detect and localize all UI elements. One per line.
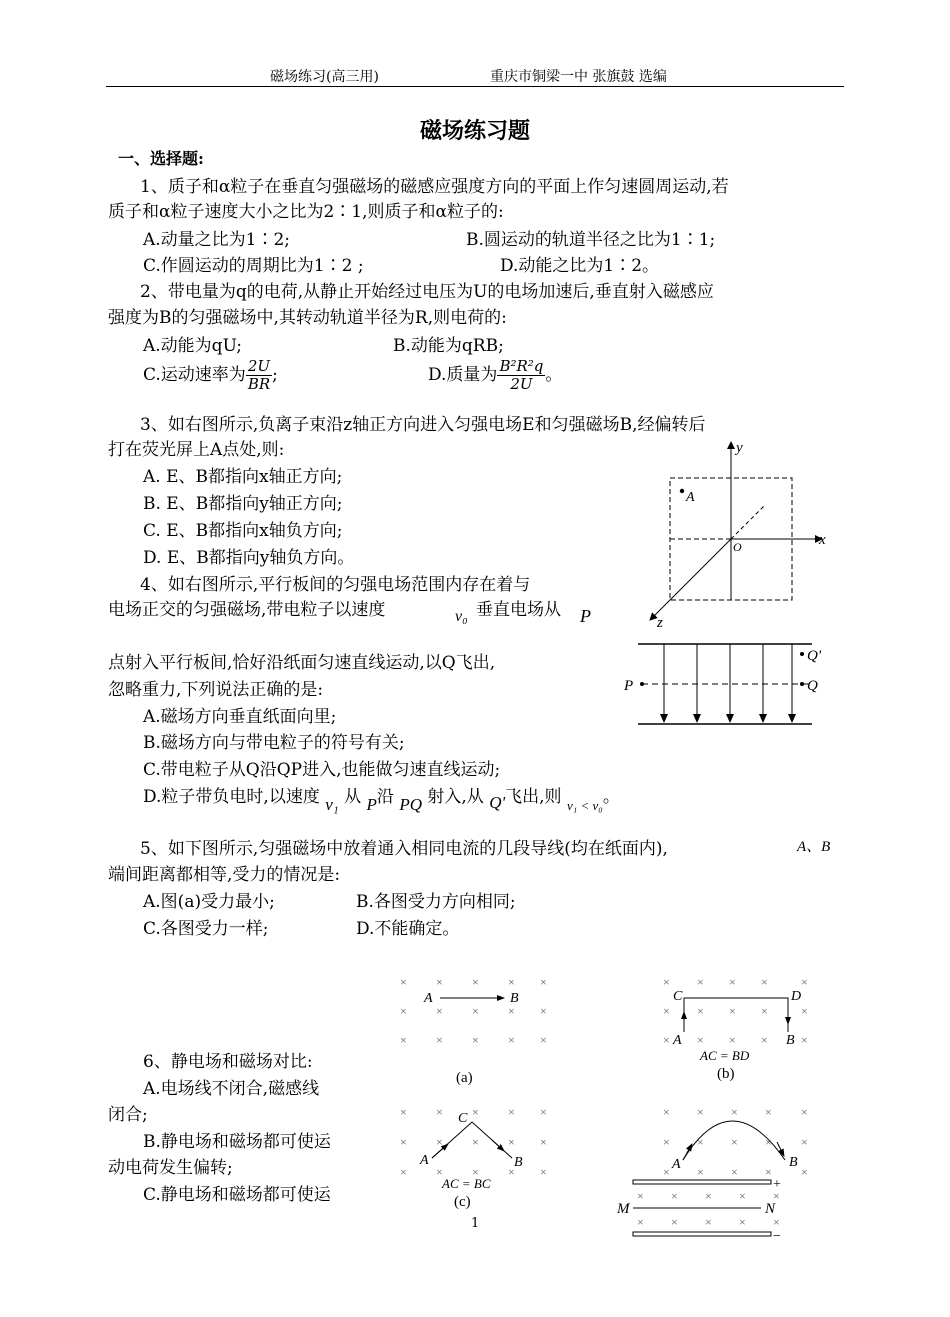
svg-text:×: × bbox=[508, 1004, 515, 1018]
svg-text:×: × bbox=[729, 1033, 736, 1047]
q2-c-den: BR bbox=[247, 375, 271, 393]
svg-text:×: × bbox=[761, 1004, 768, 1018]
fig-d-label-n: N bbox=[765, 1201, 776, 1217]
page-title: 磁场练习题 bbox=[419, 118, 530, 144]
label-a: A bbox=[686, 490, 695, 505]
svg-text:×: × bbox=[663, 1033, 670, 1047]
q1-option-b: B.圆运动的轨道半径之比为1∶1; bbox=[466, 230, 716, 250]
q5-ab: A、B bbox=[797, 839, 831, 855]
label-y: y bbox=[736, 440, 743, 456]
svg-text:×: × bbox=[671, 1189, 678, 1203]
svg-text:×: × bbox=[436, 1135, 443, 1149]
svg-text:×: × bbox=[739, 1189, 746, 1203]
svg-text:×: × bbox=[472, 1135, 479, 1149]
fig-d-label-a: A bbox=[672, 1157, 681, 1172]
q4-option-b: B.磁场方向与带电粒子的符号有关; bbox=[143, 733, 405, 753]
q4-d-f: 。 bbox=[602, 787, 620, 807]
fig-c-label-c: C bbox=[458, 1111, 468, 1126]
q5-line1: 5、如下图所示,匀强磁场中放着通入相同电流的几段导线(均在纸面内), bbox=[140, 839, 668, 859]
z-axis-dashed bbox=[731, 505, 765, 539]
svg-text:×: × bbox=[540, 1165, 547, 1179]
svg-text:×: × bbox=[729, 975, 736, 989]
q4-d-b: 从 bbox=[344, 787, 362, 807]
svg-text:×: × bbox=[739, 1215, 746, 1229]
figure-d bbox=[615, 1100, 825, 1250]
q2-c-post: ; bbox=[272, 365, 278, 385]
fig-b-label-d: D bbox=[791, 989, 802, 1004]
fig-b-caption: (b) bbox=[717, 1066, 735, 1082]
q4-d-q: Q' bbox=[489, 793, 506, 812]
q3-option-c: C. E、B都指向x轴负方向; bbox=[143, 521, 343, 541]
q4-d-v1: v₁ bbox=[325, 795, 339, 814]
svg-text:×: × bbox=[472, 975, 479, 989]
label-z: z bbox=[657, 615, 663, 631]
field-crosses-d bbox=[637, 1105, 808, 1229]
svg-text:×: × bbox=[472, 1105, 479, 1119]
q4-plates-figure bbox=[620, 636, 840, 732]
fig-label-qp: Q' bbox=[807, 648, 822, 664]
figure-b bbox=[655, 968, 820, 1093]
fig-c-label-a: A bbox=[420, 1153, 429, 1168]
q6-line1: 6、静电场和磁场对比: bbox=[143, 1052, 313, 1072]
q4-d-pq: PQ bbox=[399, 795, 422, 814]
q4-d-ineq: v₁ < v₀ bbox=[566, 798, 603, 813]
q3-axes-figure bbox=[630, 432, 840, 632]
q1-option-d: D.动能之比为1∶2。 bbox=[500, 256, 660, 276]
svg-text:×: × bbox=[731, 1165, 738, 1179]
svg-text:×: × bbox=[705, 1189, 712, 1203]
q4-line2a: 电场正交的匀强磁场,带电粒子以速度 bbox=[108, 600, 386, 620]
svg-text:×: × bbox=[508, 1033, 515, 1047]
fig-c-caption: (c) bbox=[454, 1194, 471, 1210]
q6-a2: 闭合; bbox=[108, 1105, 148, 1125]
q5-option-c: C.各图受力一样; bbox=[143, 919, 269, 939]
q2-option-b: B.动能为qRB; bbox=[393, 336, 504, 356]
figure-a bbox=[392, 968, 562, 1093]
point-a bbox=[680, 489, 684, 493]
page-number: 1 bbox=[471, 1216, 480, 1231]
svg-text:×: × bbox=[472, 1004, 479, 1018]
svg-text:×: × bbox=[663, 1105, 670, 1119]
fig-a-label-a: A bbox=[424, 991, 433, 1006]
q2-d-pre: D.质量为 bbox=[428, 365, 498, 385]
svg-text:×: × bbox=[540, 1135, 547, 1149]
svg-text:×: × bbox=[765, 1135, 772, 1149]
q4-d-e: 飞出,则 bbox=[505, 787, 562, 807]
q6-c1: C.静电场和磁场都可使运 bbox=[143, 1185, 331, 1205]
fig-c-eq: AC = BC bbox=[442, 1176, 491, 1191]
q2-line1: 2、带电量为q的电荷,从静止开始经过电压为U的电场加速后,垂直射入磁感应 bbox=[140, 282, 714, 302]
svg-text:×: × bbox=[637, 1215, 644, 1229]
svg-text:×: × bbox=[400, 1105, 407, 1119]
q4-line2b: 垂直电场从 bbox=[476, 600, 561, 620]
svg-text:×: × bbox=[400, 1135, 407, 1149]
svg-text:×: × bbox=[697, 1165, 704, 1179]
svg-text:×: × bbox=[729, 1004, 736, 1018]
q2-d-fraction bbox=[497, 358, 545, 393]
field-lines bbox=[664, 644, 792, 722]
svg-text:×: × bbox=[801, 1165, 808, 1179]
svg-text:×: × bbox=[540, 1105, 547, 1119]
q2-d-den: 2U bbox=[510, 375, 533, 393]
q6-b1: B.静电场和磁场都可使运 bbox=[143, 1132, 331, 1152]
svg-text:×: × bbox=[801, 1033, 808, 1047]
svg-text:×: × bbox=[400, 1165, 407, 1179]
q4-d-c: 沿 bbox=[376, 787, 394, 807]
fig-label-p: P bbox=[624, 678, 634, 694]
fig-b-eq: AC = BD bbox=[700, 1048, 750, 1063]
q2-c-fraction bbox=[246, 358, 272, 393]
q4-d-d: 射入,从 bbox=[427, 787, 484, 807]
q4-line1: 4、如右图所示,平行板间的匀强电场范围内存在着与 bbox=[140, 575, 531, 595]
svg-text:×: × bbox=[436, 1165, 443, 1179]
fig-a-label-b: B bbox=[510, 991, 519, 1006]
q3-option-a: A. E、B都指向x轴正方向; bbox=[143, 467, 343, 487]
fig-b-label-c: C bbox=[673, 989, 683, 1004]
fig-a-caption: (a) bbox=[456, 1070, 473, 1086]
svg-text:×: × bbox=[540, 1033, 547, 1047]
svg-text:×: × bbox=[663, 975, 670, 989]
svg-text:×: × bbox=[705, 1215, 712, 1229]
label-o: O bbox=[733, 540, 742, 554]
q3-line1: 3、如右图所示,负离子束沿z轴正方向进入匀强电场E和匀强磁场B,经偏转后 bbox=[140, 415, 706, 435]
q3-option-d: D. E、B都指向y轴负方向。 bbox=[143, 548, 355, 568]
q6-b2: 动电荷发生偏转; bbox=[108, 1158, 233, 1178]
svg-text:×: × bbox=[697, 1105, 704, 1119]
svg-text:×: × bbox=[801, 1105, 808, 1119]
svg-text:×: × bbox=[436, 1004, 443, 1018]
fig-d-label-b: B bbox=[789, 1155, 798, 1170]
svg-text:×: × bbox=[663, 1165, 670, 1179]
svg-text:×: × bbox=[663, 1004, 670, 1018]
q4-d-p: P bbox=[366, 795, 377, 814]
svg-text:×: × bbox=[508, 975, 515, 989]
svg-text:×: × bbox=[472, 1033, 479, 1047]
svg-text:×: × bbox=[400, 975, 407, 989]
q1-line2: 质子和α粒子速度大小之比为2∶1,则质子和α粒子的: bbox=[108, 202, 504, 222]
svg-text:×: × bbox=[508, 1165, 515, 1179]
fig-b-label-a: A bbox=[673, 1033, 682, 1048]
q2-option-d bbox=[428, 358, 562, 393]
fig-b-label-b: B bbox=[786, 1033, 795, 1048]
q2-option-c bbox=[143, 358, 278, 393]
point-p bbox=[640, 682, 644, 686]
q2-c-pre: C.运动速率为 bbox=[143, 365, 246, 385]
wire-c-arrow-2 bbox=[492, 1140, 504, 1151]
svg-text:×: × bbox=[731, 1105, 738, 1119]
q4-line4: 忽略重力,下列说法正确的是: bbox=[108, 680, 324, 700]
q1-option-a: A.动量之比为1∶2; bbox=[143, 230, 291, 250]
svg-text:×: × bbox=[773, 1215, 780, 1229]
point-q bbox=[800, 682, 804, 686]
q4-d-a: D.粒子带负电时,以速度 bbox=[143, 787, 320, 807]
q1-option-c: C.作圆运动的周期比为1∶2 ; bbox=[143, 256, 364, 276]
svg-text:×: × bbox=[765, 1165, 772, 1179]
svg-text:×: × bbox=[801, 1004, 808, 1018]
header-right: 重庆市铜梁一中 张旗鼓 选编 bbox=[490, 69, 667, 85]
fig-label-q: Q bbox=[807, 678, 818, 694]
svg-text:×: × bbox=[697, 1135, 704, 1149]
svg-text:×: × bbox=[773, 1189, 780, 1203]
svg-text:×: × bbox=[765, 1105, 772, 1119]
q5-option-a: A.图(a)受力最小; bbox=[143, 892, 275, 912]
figure-c bbox=[392, 1100, 562, 1220]
svg-text:×: × bbox=[731, 1135, 738, 1149]
field-crosses-a bbox=[400, 975, 547, 1047]
q2-d-num: B²R²q bbox=[499, 357, 544, 375]
svg-text:×: × bbox=[801, 1135, 808, 1149]
header-rule bbox=[106, 86, 844, 87]
header-left: 磁场练习(高三用) bbox=[270, 69, 379, 85]
svg-text:×: × bbox=[508, 1105, 515, 1119]
z-axis bbox=[650, 539, 731, 620]
svg-text:×: × bbox=[761, 975, 768, 989]
fig-d-minus: − bbox=[773, 1229, 781, 1244]
svg-text:×: × bbox=[697, 975, 704, 989]
q4-option-c: C.带电粒子从Q沿QP进入,也能做匀速直线运动; bbox=[143, 760, 501, 780]
svg-text:×: × bbox=[436, 975, 443, 989]
q5-line2: 端间距离都相等,受力的情况是: bbox=[108, 865, 341, 885]
fig-c-label-b: B bbox=[514, 1155, 523, 1170]
svg-text:×: × bbox=[472, 1165, 479, 1179]
section-heading: 一、选择题: bbox=[118, 149, 204, 168]
label-x: x bbox=[819, 532, 826, 548]
q4-option-a: A.磁场方向垂直纸面向里; bbox=[143, 707, 337, 727]
q6-a1: A.电场线不闭合,磁感线 bbox=[143, 1079, 320, 1099]
fig-d-label-m: M bbox=[617, 1201, 630, 1217]
q3-option-b: B. E、B都指向y轴正方向; bbox=[143, 494, 343, 514]
svg-text:×: × bbox=[400, 1033, 407, 1047]
q2-c-num: 2U bbox=[246, 358, 272, 376]
plate-bottom bbox=[633, 1232, 771, 1236]
q5-option-d: D.不能确定。 bbox=[356, 919, 460, 939]
q3-line2: 打在荧光屏上A点处,则: bbox=[108, 440, 285, 460]
svg-text:×: × bbox=[697, 1004, 704, 1018]
q4-p: P bbox=[580, 606, 591, 626]
q4-v0: v₀ bbox=[455, 608, 468, 625]
q4-option-d bbox=[143, 782, 620, 814]
q4-line3: 点射入平行板间,恰好沿纸面匀速直线运动,以Q飞出, bbox=[108, 653, 496, 673]
q2-option-a: A.动能为qU; bbox=[143, 336, 243, 356]
svg-text:×: × bbox=[663, 1135, 670, 1149]
svg-text:×: × bbox=[540, 975, 547, 989]
q2-d-post: 。 bbox=[545, 365, 563, 385]
q1-line1: 1、质子和α粒子在垂直匀强磁场的磁感应强度方向的平面上作匀速圆周运动,若 bbox=[140, 177, 729, 197]
svg-text:×: × bbox=[697, 1033, 704, 1047]
svg-text:×: × bbox=[436, 1033, 443, 1047]
svg-text:×: × bbox=[508, 1135, 515, 1149]
svg-text:×: × bbox=[801, 975, 808, 989]
plate-top bbox=[633, 1180, 771, 1184]
svg-text:×: × bbox=[436, 1105, 443, 1119]
point-q-prime bbox=[800, 652, 804, 656]
fig-d-plus: + bbox=[773, 1177, 781, 1192]
svg-text:×: × bbox=[761, 1033, 768, 1047]
svg-text:×: × bbox=[637, 1189, 644, 1203]
q5-option-b: B.各图受力方向相同; bbox=[356, 892, 516, 912]
svg-text:×: × bbox=[671, 1215, 678, 1229]
arc-arrow-1 bbox=[683, 1144, 692, 1160]
q2-line2: 强度为B的匀强磁场中,其转动轨道半径为R,则电荷的: bbox=[108, 308, 507, 328]
svg-text:×: × bbox=[400, 1004, 407, 1018]
svg-text:×: × bbox=[540, 1004, 547, 1018]
